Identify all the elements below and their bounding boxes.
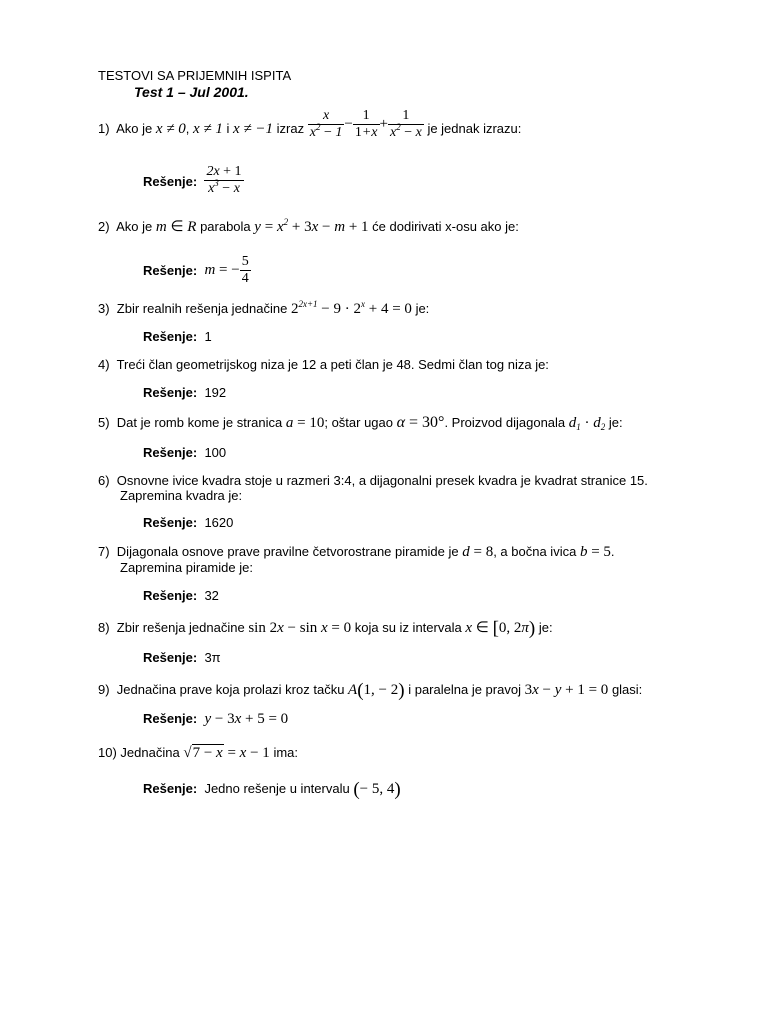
- math-expr: sin 2x − sin x = 0: [248, 620, 352, 636]
- solution-label: Rešenje:: [143, 445, 198, 460]
- math-expr: $2^{2x+1} - 9 \cdot 2^x + 4 = 0$: [290, 299, 412, 317]
- answer: 1620: [204, 515, 234, 530]
- solution-1: [143, 164, 244, 197]
- header-title: TESTOVI SA PRIJEMNIH ISPITA: [98, 68, 292, 83]
- question-3: 3) Zbir realnih rešenja jednačine $2^{2x+1} - 9 \cdot 2^x + 4 = 0$ je:: [98, 299, 430, 317]
- math-answer: y − 3x + 5 = 0: [204, 711, 289, 727]
- question-number: 2): [98, 219, 110, 234]
- question-1: 1) Ako je x ≠ 0, x ≠ 1 i x ≠ −1 izraz $\frac{x}{x^2 - 1}$ − $\frac{1}{1+x}$ + $\frac{1}{x^2 - x}$ je jednak izrazu:: [98, 108, 522, 140]
- question-10: 10) Jednačina √7 − x = x − 1 ima:: [98, 745, 298, 761]
- solution-6: [143, 515, 233, 530]
- math-expr: a = 10: [285, 415, 325, 431]
- solution-label: Rešenje:: [143, 329, 198, 344]
- question-number: 6): [98, 473, 110, 488]
- math-expr: x ≠ 1: [192, 120, 223, 137]
- solution-4: [143, 385, 226, 400]
- question-7-line2: Zapremina piramide je:: [120, 560, 253, 575]
- solution-3: [143, 329, 212, 344]
- math-expr: x ≠ −1: [233, 120, 274, 137]
- question-number: 1): [98, 120, 110, 136]
- math-expr: b = 5: [579, 544, 611, 560]
- math-expr: $d_1 \cdot d_2$: [568, 415, 606, 432]
- math-expr: x ∈ [0, 2π): [465, 618, 536, 639]
- solution-label: Rešenje:: [143, 515, 198, 530]
- math-expr: 3x − y + 1 = 0: [524, 682, 609, 698]
- solution-label: Rešenje:: [143, 711, 198, 726]
- solution-label: Rešenje:: [143, 173, 198, 189]
- solution-label: Rešenje:: [143, 781, 198, 796]
- question-5: 5) Dat je romb kome je stranica a = 10; oštar ugao α = 30°. Proizvod dijagonala $d_1 \cdot d_2$ je:: [98, 414, 623, 432]
- solution-2: [143, 254, 251, 287]
- question-number: 7): [98, 544, 110, 559]
- solution-label: Rešenje:: [143, 650, 198, 665]
- answer: 32: [204, 588, 219, 603]
- math-expr: A(1, − 2): [348, 680, 405, 701]
- solution-9: [143, 711, 288, 728]
- math-expr: α = 30°: [396, 414, 445, 431]
- math-expr: m ∈ R: [155, 219, 197, 235]
- solution-label: Rešenje:: [143, 385, 198, 400]
- question-6-line2: Zapremina kvadra je:: [120, 488, 243, 503]
- answer: 100: [204, 445, 227, 460]
- question-7: 7) Dijagonala osnove prave pravilne četvorostrane piramide je d = 8, a bočna ivica b = 5.: [98, 544, 615, 560]
- solution-5: [143, 445, 226, 460]
- question-number: 8): [98, 620, 110, 635]
- math-fraction-expr: $\frac{x}{x^2 - 1}$ − $\frac{1}{1+x}$ + $\frac{1}{x^2 - x}$: [309, 108, 422, 140]
- math-fraction: $\frac{5}{4}$: [241, 254, 249, 286]
- solution-8: [143, 650, 221, 665]
- answer: 1: [204, 329, 212, 344]
- math-expr: $y = x^2 + 3x - m + 1$: [254, 217, 369, 235]
- question-9: 9) Jednačina prave koja prolazi kroz tačku A(1, − 2) i paralelna je pravoj 3x − y + 1 = 0 glasi:: [98, 680, 643, 701]
- math-fraction: $\frac{2x + 1}{x^3 - x}$: [206, 164, 242, 196]
- question-4: 4) Treći član geometrijskog niza je 12 a peti član je 48. Sedmi član tog niza je:: [98, 357, 549, 372]
- math-expr: d = 8: [462, 544, 494, 560]
- answer: 3π: [204, 650, 221, 665]
- question-number: 3): [98, 301, 110, 316]
- solution-7: [143, 588, 219, 603]
- question-number: 10): [98, 745, 117, 760]
- math-interval: (− 5, 4): [353, 779, 401, 800]
- question-number: 5): [98, 415, 110, 430]
- answer: 192: [204, 385, 227, 400]
- question-8: 8) Zbir rešenja jednačine sin 2x − sin x = 0 koja su iz intervala x ∈ [0, 2π) je:: [98, 618, 553, 639]
- math-expr: √7 − x = x − 1: [183, 745, 270, 761]
- question-2: 2) Ako je m ∈ R parabola $y = x^2 + 3x - m + 1$ će dodirivati x-osu ako je:: [98, 217, 519, 235]
- question-6: 6) Osnovne ivice kvadra stoje u razmeri 3:4, a dijagonalni presek kvadra je kvadrat stranice 15.: [98, 473, 648, 488]
- question-number: 9): [98, 682, 110, 697]
- solution-label: Rešenje:: [143, 588, 198, 603]
- math-expr: x ≠ 0: [155, 120, 186, 137]
- solution-10: [143, 779, 401, 801]
- math-expr: m = −: [204, 262, 240, 278]
- question-number: 4): [98, 357, 110, 372]
- test-title: Test 1 – Jul 2001.: [134, 84, 249, 100]
- answer: Jedno rešenje u intervalu: [204, 781, 350, 796]
- solution-label: Rešenje:: [143, 263, 198, 278]
